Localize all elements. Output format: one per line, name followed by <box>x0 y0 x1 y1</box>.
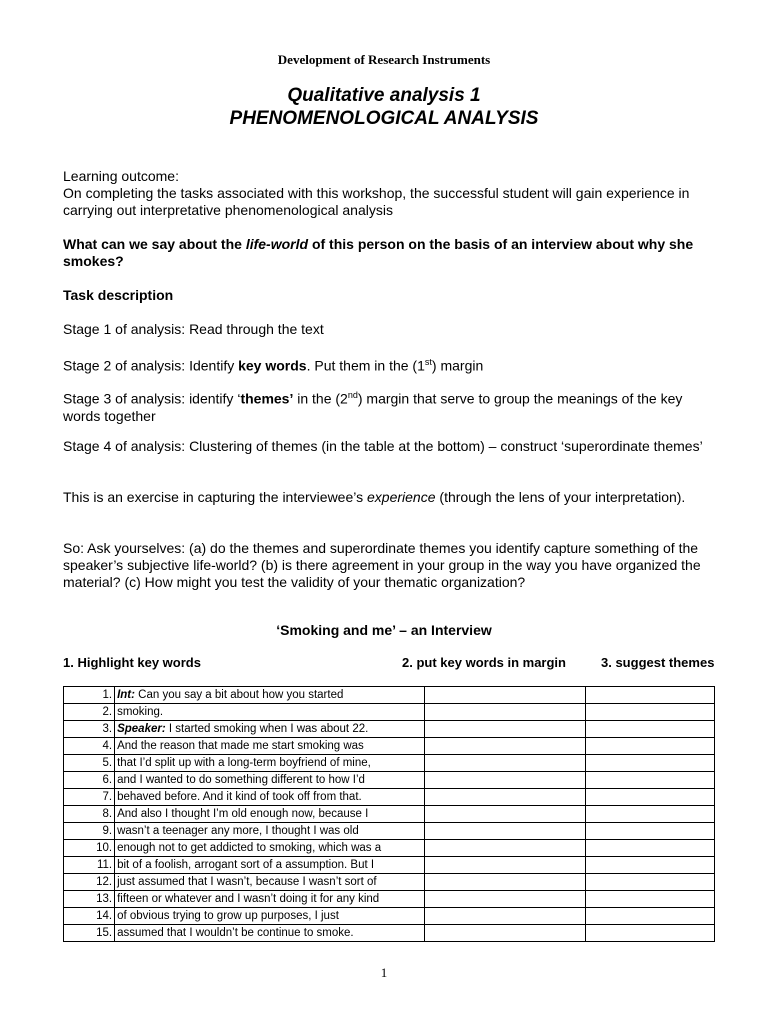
transcript-text: And the reason that made me start smoking was <box>117 740 364 752</box>
transcript-text: smoking. <box>117 706 164 718</box>
transcript-text: just assumed that I wasn’t, because I wasn’t sort of <box>117 876 377 888</box>
table-row <box>64 738 715 755</box>
title-line-2: PHENOMENOLOGICAL ANALYSIS <box>229 108 539 129</box>
stage-4: Stage 4 of analysis: Clustering of themes (in the table at the bottom) – construct ‘superordinate themes’ <box>63 438 703 454</box>
key-words-margin-cell[interactable] <box>424 806 585 823</box>
question-part1: What can we say about the <box>63 236 246 252</box>
key-words-margin-cell[interactable] <box>424 891 585 908</box>
line-number: 11. <box>64 857 115 874</box>
table-row <box>64 704 715 721</box>
line-number: 8. <box>64 806 115 823</box>
key-words-margin-cell[interactable] <box>424 823 585 840</box>
column-heading-margin: 2. put key words in margin <box>402 655 566 670</box>
themes-margin-cell[interactable] <box>585 806 714 823</box>
exercise-post: (through the lens of your interpretation). <box>435 489 686 505</box>
line-number: 10. <box>64 840 115 857</box>
stage2-pre: Stage 2 of analysis: Identify <box>63 357 239 374</box>
stage2-bold: key words <box>238 357 307 374</box>
transcript-line <box>115 840 424 857</box>
question-part2: of this person on the basis of an interview about why she smokes? <box>63 236 694 269</box>
transcript-line <box>115 925 424 942</box>
table-row <box>64 721 715 738</box>
line-number: 4. <box>64 738 115 755</box>
stage3-mid: in the (2 <box>293 390 348 407</box>
themes-margin-cell[interactable] <box>585 738 714 755</box>
speaker-label: Int: <box>117 689 135 701</box>
stage3-post: ) margin that serve to group the meanings of the key words together <box>63 390 683 424</box>
themes-margin-cell[interactable] <box>585 908 714 925</box>
themes-margin-cell[interactable] <box>585 687 714 704</box>
table-row <box>64 840 715 857</box>
transcript-line <box>115 806 424 823</box>
stage2-sup: st <box>424 357 432 367</box>
line-number: 6. <box>64 772 115 789</box>
exercise-pre: This is an exercise in capturing the interviewee’s <box>63 489 368 505</box>
key-words-margin-cell[interactable] <box>424 789 585 806</box>
key-words-margin-cell[interactable] <box>424 908 585 925</box>
course-header: Development of Research Instruments <box>277 52 491 67</box>
title-line-1: Qualitative analysis 1 <box>287 85 481 106</box>
line-number: 7. <box>64 789 115 806</box>
line-number: 3. <box>64 721 115 738</box>
table-row <box>64 806 715 823</box>
key-words-margin-cell[interactable] <box>424 704 585 721</box>
key-words-margin-cell[interactable] <box>424 755 585 772</box>
themes-margin-cell[interactable] <box>585 840 714 857</box>
column-heading-themes: 3. suggest themes <box>601 655 715 670</box>
stage2-mid: . Put them in the (1 <box>306 357 425 374</box>
page-number: 1 <box>380 965 388 980</box>
table-row <box>64 857 715 874</box>
themes-margin-cell[interactable] <box>585 789 714 806</box>
interview-title: ‘Smoking and me’ – an Interview <box>276 622 492 638</box>
transcript-text: wasn’t a teenager any more, I thought I was old <box>117 825 359 837</box>
table-row <box>64 874 715 891</box>
reflection-questions: So: Ask yourselves: (a) do the themes and superordinate themes you identify capture something of the speaker’s subjective life-world? (b) is there agreement in your group in the way you have organized the material? (c) How might you test the validity of your thematic organization? <box>63 540 701 590</box>
transcript-line <box>115 789 424 806</box>
transcript-line <box>115 687 424 704</box>
stage-1: Stage 1 of analysis: Read through the text <box>63 321 324 337</box>
transcript-text: and I wanted to do something different to how I’d <box>117 774 365 786</box>
table-row <box>64 772 715 789</box>
transcript-line <box>115 891 424 908</box>
column-heading-highlight: 1. Highlight key words <box>63 655 201 670</box>
table-row <box>64 925 715 942</box>
research-question <box>63 236 723 270</box>
line-number: 9. <box>64 823 115 840</box>
stage3-pre: Stage 3 of analysis: identify ‘ <box>63 390 241 407</box>
transcript-line <box>115 738 424 755</box>
themes-margin-cell[interactable] <box>585 755 714 772</box>
transcript-line <box>115 721 424 738</box>
transcript-line <box>115 704 424 721</box>
transcript-line <box>115 755 424 772</box>
transcript-text: of obvious trying to grow up purposes, I just <box>117 910 339 922</box>
table-row <box>64 687 715 704</box>
transcript-text: that I’d split up with a long-term boyfriend of mine, <box>117 757 371 769</box>
table-row <box>64 908 715 925</box>
exercise-emphasis: experience <box>367 489 436 505</box>
themes-margin-cell[interactable] <box>585 857 714 874</box>
key-words-margin-cell[interactable] <box>424 840 585 857</box>
transcript-line <box>115 823 424 840</box>
transcript-text: I started smoking when I was about 22. <box>165 723 369 735</box>
stage3-bold: themes’ <box>240 390 294 407</box>
transcript-table <box>63 686 715 942</box>
themes-margin-cell[interactable] <box>585 772 714 789</box>
line-number: 2. <box>64 704 115 721</box>
themes-margin-cell[interactable] <box>585 721 714 738</box>
learning-outcome-label: Learning outcome: <box>63 168 179 184</box>
transcript-line <box>115 772 424 789</box>
line-number: 12. <box>64 874 115 891</box>
table-row <box>64 823 715 840</box>
transcript-text: And also I thought I’m old enough now, because I <box>117 808 369 820</box>
stage3-sup: nd <box>347 390 358 400</box>
transcript-text: enough not to get addicted to smoking, which was a <box>117 842 382 854</box>
table-row <box>64 789 715 806</box>
stage-3 <box>63 387 723 425</box>
line-number: 1. <box>64 687 115 704</box>
key-words-margin-cell[interactable] <box>424 687 585 704</box>
transcript-line <box>115 908 424 925</box>
transcript-text: assumed that I wouldn’t be continue to smoke. <box>117 927 354 939</box>
line-number: 5. <box>64 755 115 772</box>
transcript-text: fifteen or whatever and I wasn’t doing it for any kind <box>117 893 380 905</box>
key-words-margin-cell[interactable] <box>424 925 585 942</box>
table-row <box>64 755 715 772</box>
key-words-margin-cell[interactable] <box>424 874 585 891</box>
table-row <box>64 891 715 908</box>
exercise-note <box>63 489 723 506</box>
transcript-text: behaved before. And it kind of took off from that. <box>117 791 362 803</box>
themes-margin-cell[interactable] <box>585 704 714 721</box>
transcript-text: Can you say a bit about how you started <box>134 689 344 701</box>
themes-margin-cell[interactable] <box>585 823 714 840</box>
themes-margin-cell[interactable] <box>585 874 714 891</box>
learning-outcome-text: On completing the tasks associated with this workshop, the successful student will gain experience in carrying out interpretative phenomenological analysis <box>63 185 690 218</box>
transcript-line <box>115 857 424 874</box>
key-words-margin-cell[interactable] <box>424 721 585 738</box>
stage-2 <box>63 354 723 375</box>
transcript-line <box>115 874 424 891</box>
key-words-margin-cell[interactable] <box>424 772 585 789</box>
speaker-label: Speaker: <box>117 723 166 735</box>
question-emphasis: life-world <box>245 236 309 252</box>
line-number: 15. <box>64 925 115 942</box>
task-heading: Task description <box>63 287 174 303</box>
themes-margin-cell[interactable] <box>585 891 714 908</box>
key-words-margin-cell[interactable] <box>424 857 585 874</box>
line-number: 14. <box>64 908 115 925</box>
learning-outcome <box>63 168 723 219</box>
themes-margin-cell[interactable] <box>585 925 714 942</box>
stage2-post: ) margin <box>431 357 484 374</box>
key-words-margin-cell[interactable] <box>424 738 585 755</box>
line-number: 13. <box>64 891 115 908</box>
transcript-text: bit of a foolish, arrogant sort of a assumption. But I <box>117 859 375 871</box>
